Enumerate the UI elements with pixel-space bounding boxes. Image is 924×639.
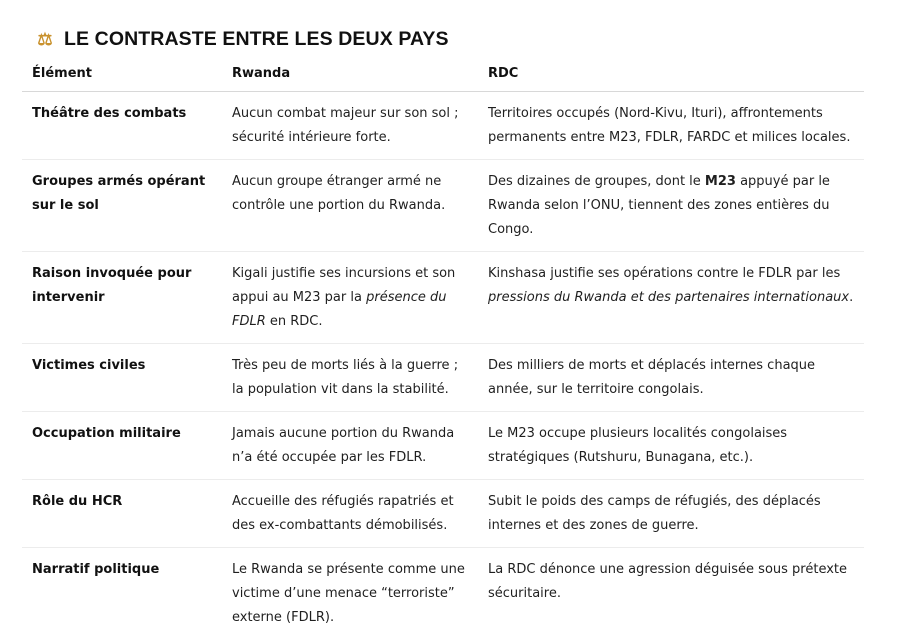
cell-rdc: [478, 160, 864, 252]
cell-text: Des dizaines de groupes, dont le: [488, 174, 705, 189]
cell-text: Territoires occupés (Nord-Kivu, Ituri), affrontements permanents entre M23, FDLR, FARDC et milices locales.: [488, 106, 850, 145]
cell-text: Le Rwanda se présente comme une victime d’une menace “terroriste” externe (FDLR).: [232, 562, 465, 625]
cell-text: en RDC.: [266, 314, 323, 329]
table-row: [22, 480, 864, 548]
column-header-rdc: RDC: [478, 56, 864, 92]
cell-rdc: [478, 252, 864, 344]
column-header-element: Élément: [22, 56, 222, 92]
cell-rdc: [478, 92, 864, 160]
cell-text: Aucun groupe étranger armé ne contrôle une portion du Rwanda.: [232, 174, 445, 213]
table-row: [22, 344, 864, 412]
cell-text: Le M23 occupe plusieurs localités congolaises stratégiques (Rutshuru, Bunagana, etc.).: [488, 426, 787, 465]
row-label: Rôle du HCR: [22, 480, 222, 548]
cell-text: pressions du Rwanda et des partenaires internationaux: [488, 290, 849, 305]
cell-rdc: [478, 480, 864, 548]
table-row: [22, 412, 864, 480]
row-label: Groupes armés opérant sur le sol: [22, 160, 222, 252]
table-header-row: [22, 56, 864, 92]
cell-text: Très peu de morts liés à la guerre ; la population vit dans la stabilité.: [232, 358, 458, 397]
cell-rwanda: [222, 160, 478, 252]
table-body: [22, 92, 864, 639]
row-label: Théâtre des combats: [22, 92, 222, 160]
cell-text: Jamais aucune portion du Rwanda n’a été occupée par les FDLR.: [232, 426, 454, 465]
row-label: Occupation militaire: [22, 412, 222, 480]
cell-rwanda: [222, 252, 478, 344]
cell-rwanda: [222, 92, 478, 160]
scales-icon: ⚖: [34, 30, 56, 50]
cell-rwanda: [222, 548, 478, 639]
column-header-rwanda: Rwanda: [222, 56, 478, 92]
cell-text: .: [849, 290, 853, 305]
cell-text: La RDC dénonce une agression déguisée sous prétexte sécuritaire.: [488, 562, 847, 601]
section-title: LE CONTRASTE ENTRE LES DEUX PAYS: [64, 28, 449, 51]
table-row: [22, 548, 864, 639]
table-row: [22, 92, 864, 160]
row-label: Raison invoquée pour intervenir: [22, 252, 222, 344]
cell-text: M23: [705, 174, 736, 189]
cell-rwanda: [222, 412, 478, 480]
cell-rdc: [478, 412, 864, 480]
cell-text: Aucun combat majeur sur son sol ; sécurité intérieure forte.: [232, 106, 459, 145]
cell-rwanda: [222, 480, 478, 548]
cell-rdc: [478, 548, 864, 639]
table-row: [22, 252, 864, 344]
cell-text: Des milliers de morts et déplacés internes chaque année, sur le territoire congolais.: [488, 358, 815, 397]
cell-rwanda: [222, 344, 478, 412]
cell-rdc: [478, 344, 864, 412]
cell-text: appuyé par le Rwanda selon l’ONU, tiennent des zones entières du Congo.: [488, 174, 830, 237]
row-label: Victimes civiles: [22, 344, 222, 412]
cell-text: Kinshasa justifie ses opérations contre le FDLR par les: [488, 266, 840, 281]
row-label: Narratif politique: [22, 548, 222, 639]
section-heading: [34, 28, 449, 51]
cell-text: présence du FDLR: [232, 290, 446, 329]
cell-text: Kigali justifie ses incursions et son appui au M23 par la: [232, 266, 455, 305]
cell-text: Accueille des réfugiés rapatriés et des ex-combattants démobilisés.: [232, 494, 454, 533]
table-row: [22, 160, 864, 252]
comparison-table: [22, 56, 864, 639]
cell-text: Subit le poids des camps de réfugiés, des déplacés internes et des zones de guerre.: [488, 494, 821, 533]
